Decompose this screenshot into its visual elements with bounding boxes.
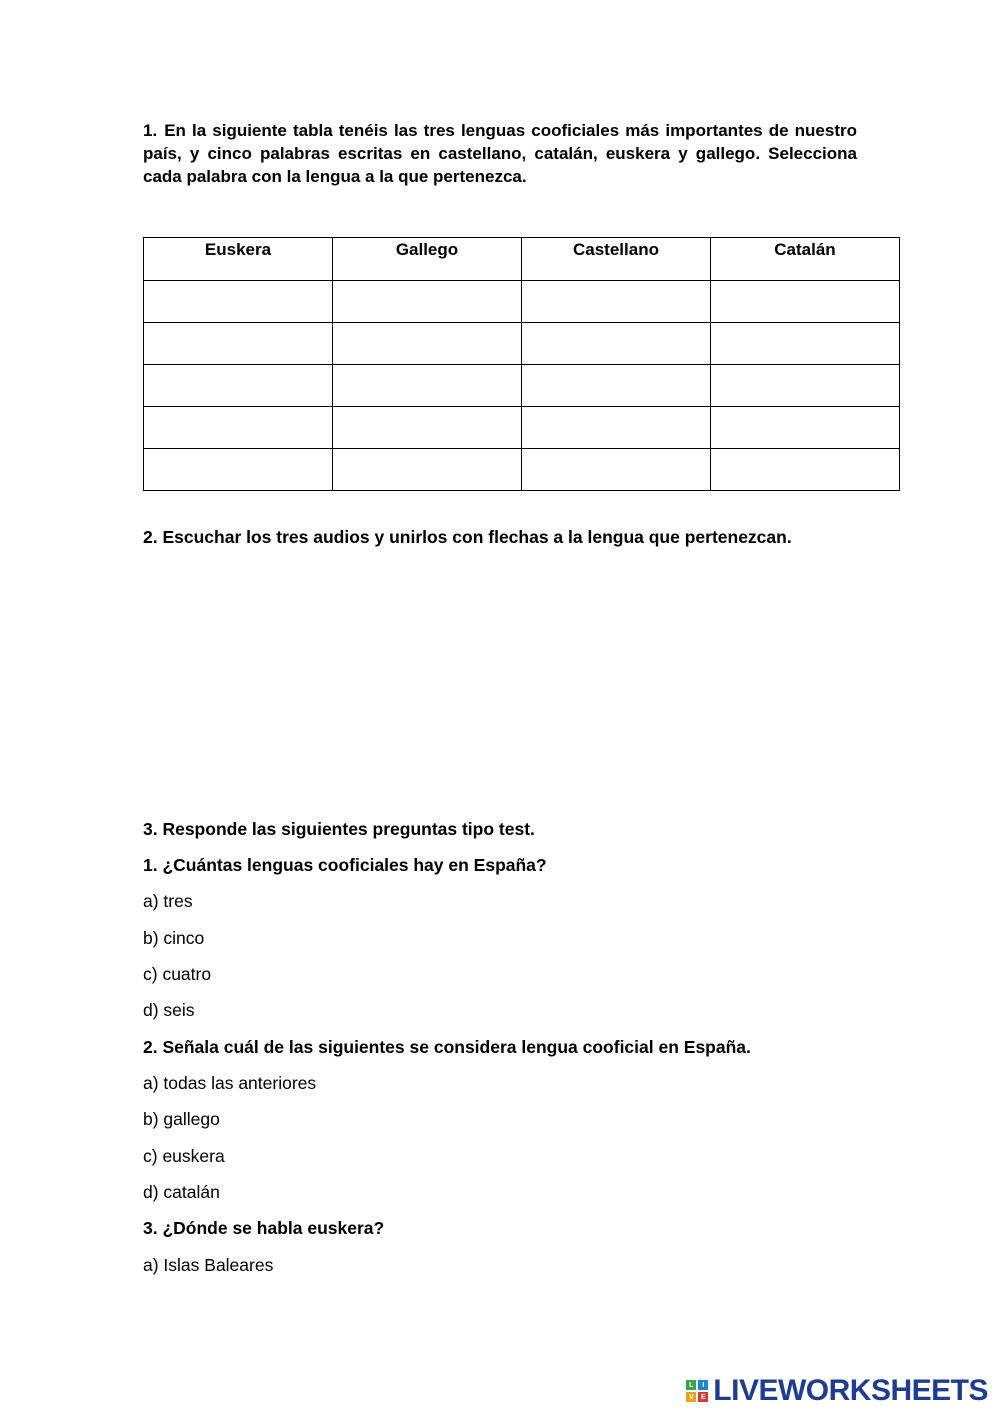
answer-cell[interactable]	[522, 449, 711, 491]
table-row	[144, 281, 900, 323]
answer-cell[interactable]	[333, 365, 522, 407]
logo-squares-icon	[686, 1380, 708, 1402]
answer-cell[interactable]	[711, 449, 900, 491]
answer-cell[interactable]	[711, 323, 900, 365]
test-1-option-c[interactable]: c) cuatro	[143, 964, 212, 984]
question-1-text: En la siguiente tabla tenéis las tres lenguas cooficiales más importantes de nuestro país, y cinco palabras escritas en castellano, catalán, euskera y gallego. Selecciona cada palabra con la lengua a la que pertenezca.	[143, 121, 857, 186]
answer-cell[interactable]	[144, 365, 333, 407]
answer-cell[interactable]	[144, 449, 333, 491]
answer-cell[interactable]	[711, 407, 900, 449]
answer-cell[interactable]	[144, 323, 333, 365]
question-1-instruction	[143, 119, 857, 188]
answer-cell[interactable]	[522, 365, 711, 407]
logo-square-e: E	[698, 1392, 708, 1402]
answer-cell[interactable]	[711, 281, 900, 323]
liveworksheets-logo	[686, 1374, 988, 1408]
answer-cell[interactable]	[711, 365, 900, 407]
test-2-option-d[interactable]: d) catalán	[143, 1182, 220, 1202]
answer-cell[interactable]	[333, 323, 522, 365]
answer-cell[interactable]	[333, 449, 522, 491]
table-row	[144, 449, 900, 491]
header-catalan: Catalán	[711, 238, 900, 281]
logo-text: LIVEWORKSHEETS	[713, 1374, 988, 1407]
question-2-title: 2. Escuchar los tres audios y unirlos con flechas a la lengua que pertenezcan.	[143, 527, 792, 547]
header-castellano: Castellano	[522, 238, 711, 281]
test-1-option-d[interactable]: d) seis	[143, 1000, 195, 1020]
answer-cell[interactable]	[522, 281, 711, 323]
test-question-1: 1. ¿Cuántas lenguas cooficiales hay en España?	[143, 855, 547, 875]
test-question-3: 3. ¿Dónde se habla euskera?	[143, 1218, 385, 1238]
question-1-number: 1.	[143, 121, 158, 140]
test-1-option-b[interactable]: b) cinco	[143, 928, 205, 948]
test-2-option-a[interactable]: a) todas las anteriores	[143, 1073, 317, 1093]
test-1-option-a[interactable]: a) tres	[143, 891, 193, 911]
logo-square-i: I	[698, 1380, 708, 1390]
answer-cell[interactable]	[333, 407, 522, 449]
test-question-2: 2. Señala cuál de las siguientes se considera lengua cooficial en España.	[143, 1037, 751, 1057]
header-euskera: Euskera	[144, 238, 333, 281]
answer-cell[interactable]	[522, 407, 711, 449]
language-words-table	[143, 237, 900, 491]
table-row	[144, 365, 900, 407]
logo-square-l: L	[686, 1380, 696, 1390]
answer-cell[interactable]	[144, 281, 333, 323]
test-2-option-b[interactable]: b) gallego	[143, 1109, 220, 1129]
header-gallego: Gallego	[333, 238, 522, 281]
logo-square-v: V	[686, 1392, 696, 1402]
test-2-option-c[interactable]: c) euskera	[143, 1146, 225, 1166]
table-row	[144, 407, 900, 449]
question-3-title: 3. Responde las siguientes preguntas tipo test.	[143, 819, 535, 839]
table-header-row	[144, 238, 900, 281]
table-row	[144, 323, 900, 365]
test-3-option-a[interactable]: a) Islas Baleares	[143, 1255, 274, 1275]
answer-cell[interactable]	[144, 407, 333, 449]
answer-cell[interactable]	[522, 323, 711, 365]
answer-cell[interactable]	[333, 281, 522, 323]
